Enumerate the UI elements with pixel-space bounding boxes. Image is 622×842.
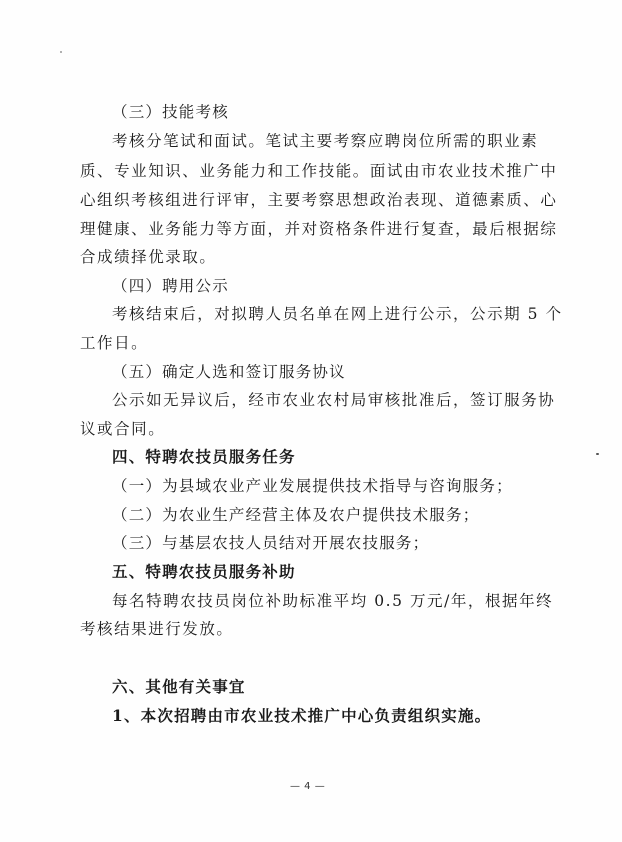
subheading-employment-notice: （四）聘用公示 bbox=[112, 277, 229, 295]
subheading-confirm-candidates: （五）确定人选和签订服务协议 bbox=[112, 363, 346, 381]
other-matters-item: 1、本次招聘由市农业技术推广中心负责组织实施。 bbox=[112, 706, 492, 725]
paragraph-line: 考核结果进行发放。 bbox=[80, 620, 234, 638]
paragraph-line: 质、专业知识、业务能力和工作技能。面试由市农业技术推广中 bbox=[80, 162, 558, 180]
paragraph-line: 每名特聘农技员岗位补助标准平均 0.5 万元/年，根据年终 bbox=[112, 592, 554, 610]
section-heading-service-tasks: 四、特聘农技员服务任务 bbox=[112, 448, 296, 466]
scan-speck bbox=[596, 453, 599, 455]
paragraph-line: 公示如无异议后，经市农业农村局审核批准后，签订服务协 bbox=[112, 391, 556, 409]
paragraph-line: 心组织考核组进行评审，主要考察思想政治表现、道德素质、心 bbox=[80, 191, 558, 209]
paragraph-line: 考核分笔试和面试。笔试主要考察应聘岗位所需的职业素 bbox=[112, 132, 539, 150]
paragraph-line: 理健康、业务能力等方面，并对资格条件进行复查，最后根据综 bbox=[80, 220, 558, 238]
paragraph-line: 考核结束后，对拟聘人员名单在网上进行公示，公示期 5 个 bbox=[112, 305, 563, 323]
paragraph-line: 合成绩择优录取。 bbox=[80, 248, 217, 266]
section-heading-service-subsidy: 五、特聘农技员服务补助 bbox=[112, 563, 296, 581]
paragraph-line: 工作日。 bbox=[80, 334, 149, 352]
task-item: （三）与基层农技人员结对开展农技服务； bbox=[112, 534, 430, 552]
page-number: — 4 — bbox=[290, 781, 326, 792]
paragraph-line: 议或合同。 bbox=[80, 420, 166, 438]
task-item: （一）为县域农业产业发展提供技术指导与咨询服务； bbox=[112, 477, 513, 495]
task-item: （二）为农业生产经营主体及农户提供技术服务； bbox=[112, 506, 480, 524]
scan-speck bbox=[60, 51, 62, 53]
subheading-skill-assessment: （三）技能考核 bbox=[112, 103, 229, 121]
section-heading-other-matters: 六、其他有关事宜 bbox=[112, 678, 246, 696]
